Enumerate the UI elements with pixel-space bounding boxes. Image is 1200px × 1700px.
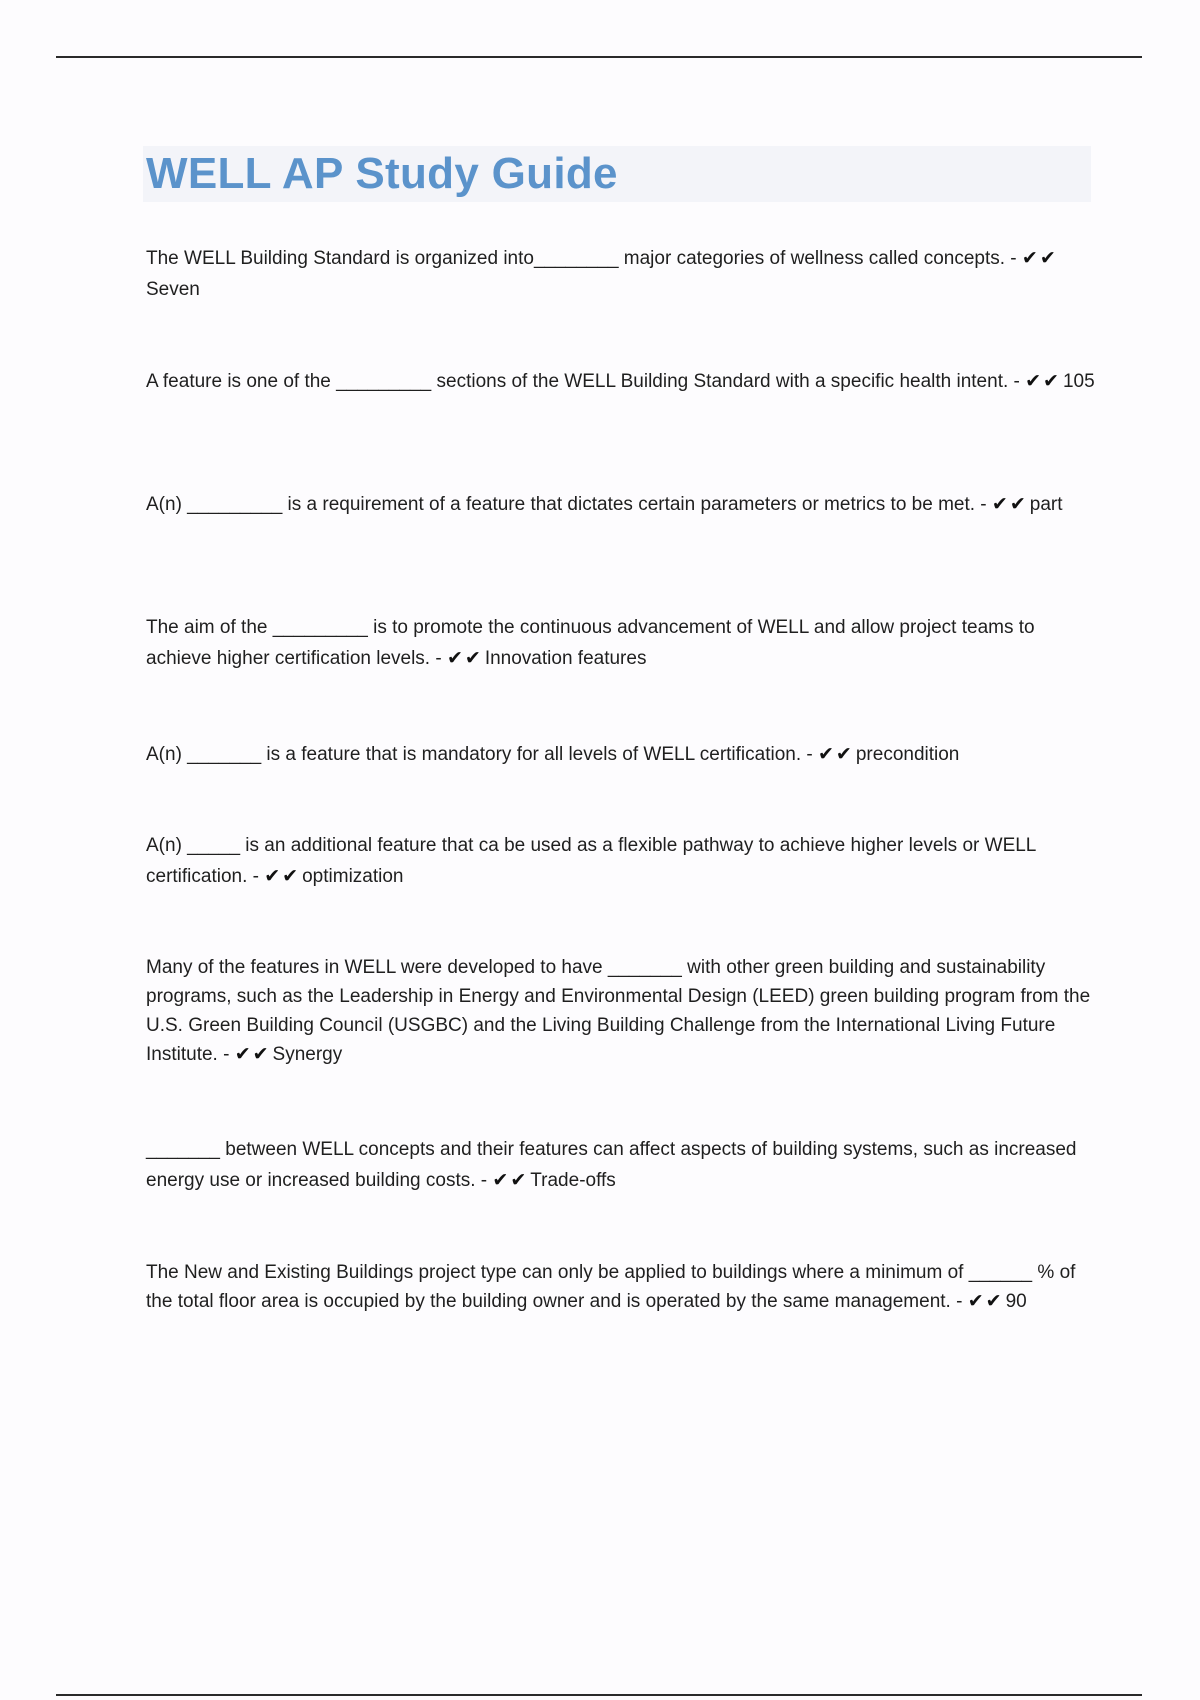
question-text: The WELL Building Standard is organized into________ major categories of wellness called concepts. - <box>146 248 1017 269</box>
answer-text: precondition <box>855 744 960 765</box>
answer-text: Synergy <box>272 1044 343 1065</box>
double-check-icon: ✔✔ <box>1025 371 1061 392</box>
qa-item <box>146 366 1096 397</box>
qa-item <box>146 953 1096 1069</box>
qa-item <box>146 489 1096 520</box>
qa-item <box>146 243 1096 305</box>
qa-item <box>146 1134 1096 1196</box>
double-check-icon: ✔✔ <box>234 1044 271 1065</box>
answer-text: Seven <box>146 279 200 300</box>
double-check-icon: ✔✔ <box>492 1170 529 1191</box>
answer-text: part <box>1029 494 1063 515</box>
question-text: A(n) _______ is a feature that is mandatory for all levels of WELL certification. - <box>146 744 813 765</box>
qa-item <box>146 830 1096 892</box>
double-check-icon: ✔✔ <box>818 744 854 765</box>
question-text: The New and Existing Buildings project type can only be applied to buildings where a minimum of ______ % of the total floor area is occupied by the building owner and is operated by the same management. - <box>146 1262 1076 1312</box>
double-check-icon: ✔✔ <box>967 1291 1004 1312</box>
question-text: Many of the features in WELL were developed to have _______ with other green building and sustainability programs, such as the Leadership in Energy and Environmental Design (LEED) green building program from the U.S. Green Building Council (USGBC) and the Living Building Challenge from the International Living Future Institute. - <box>146 957 1091 1065</box>
question-text: A(n) _________ is a requirement of a feature that dictates certain parameters or metrics to be met. - <box>146 494 987 515</box>
question-text: The aim of the _________ is to promote the continuous advancement of WELL and allow project teams to achieve higher certification levels. - <box>146 617 1035 669</box>
bottom-rule <box>56 1694 1142 1696</box>
answer-text: 90 <box>1005 1291 1027 1312</box>
answer-text: 105 <box>1062 371 1095 392</box>
answer-text: Trade-offs <box>530 1170 616 1191</box>
question-text: _______ between WELL concepts and their features can affect aspects of building systems, such as increased energy use or increased building costs. - <box>146 1139 1077 1191</box>
qa-item <box>146 612 1096 674</box>
answer-text: Innovation features <box>484 648 647 669</box>
top-rule <box>56 56 1142 58</box>
question-text: A feature is one of the _________ sections of the WELL Building Standard with a specific health intent. - <box>146 371 1020 392</box>
qa-item <box>146 739 1096 770</box>
answer-text: optimization <box>302 866 404 887</box>
page-title: WELL AP Study Guide <box>146 149 618 198</box>
qa-item <box>146 1258 1096 1316</box>
question-text: A(n) _____ is an additional feature that ca be used as a flexible pathway to achieve higher levels or WELL certification. - <box>146 835 1036 887</box>
double-check-icon: ✔✔ <box>264 866 301 887</box>
double-check-icon: ✔✔ <box>991 494 1028 515</box>
double-check-icon: ✔✔ <box>1021 248 1058 269</box>
double-check-icon: ✔✔ <box>446 648 483 669</box>
